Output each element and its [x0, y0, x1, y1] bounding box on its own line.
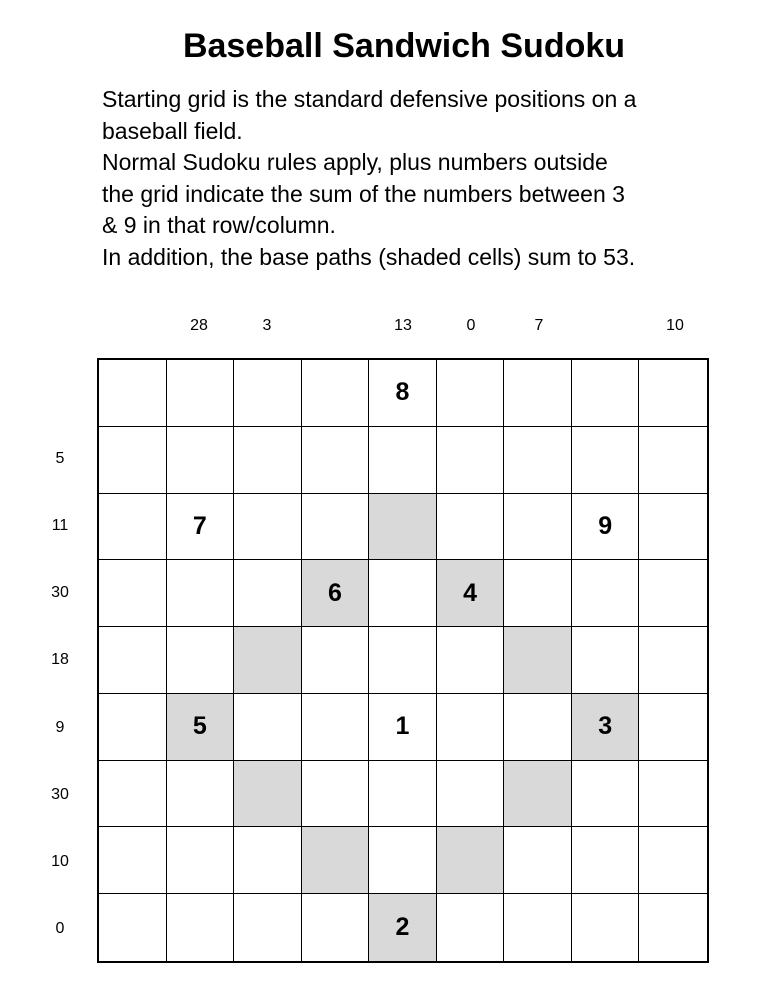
grid-cell-r8c8[interactable] [572, 827, 640, 894]
grid-cell-r8c6[interactable] [437, 827, 505, 894]
grid-cell-r3c4[interactable] [302, 494, 370, 561]
column-clue-5: 13 [394, 317, 412, 334]
grid-cell-r4c6[interactable]: 4 [437, 560, 505, 627]
grid-cell-r6c9[interactable] [639, 694, 707, 761]
grid-cell-r8c4[interactable] [302, 827, 370, 894]
puzzle-title: Baseball Sandwich Sudoku [182, 27, 626, 65]
grid-cell-r8c2[interactable] [167, 827, 235, 894]
column-clue-8 [573, 314, 641, 338]
column-clue-4 [301, 314, 369, 338]
grid-cell-r2c3[interactable] [234, 427, 302, 494]
row-clue-5: 18 [51, 651, 69, 669]
grid-cell-r7c3[interactable] [234, 761, 302, 828]
rule-line: & 9 in that row/column. [102, 212, 336, 239]
grid-cell-r4c4[interactable]: 6 [302, 560, 370, 627]
column-clues [97, 314, 709, 338]
grid-cell-r8c9[interactable] [639, 827, 707, 894]
grid-cell-r2c5[interactable] [369, 427, 437, 494]
row-clue-6: 9 [55, 718, 65, 736]
column-clue-3: 3 [262, 317, 272, 334]
grid-cell-r4c9[interactable] [639, 560, 707, 627]
grid-cell-r1c9[interactable] [639, 360, 707, 427]
grid-cell-r9c3[interactable] [234, 894, 302, 961]
grid-cell-r5c7[interactable] [504, 627, 572, 694]
grid-cell-r4c2[interactable] [167, 560, 235, 627]
grid-cell-r8c5[interactable] [369, 827, 437, 894]
puzzle-rules [102, 84, 742, 274]
rule-line: Normal Sudoku rules apply, plus numbers outside [102, 149, 608, 176]
grid-cell-r7c5[interactable] [369, 761, 437, 828]
grid-cell-r1c5[interactable]: 8 [369, 360, 437, 427]
grid-cell-r5c2[interactable] [167, 627, 235, 694]
grid-cell-r5c8[interactable] [572, 627, 640, 694]
grid-cell-r2c2[interactable] [167, 427, 235, 494]
rule-line: In addition, the base paths (shaded cells) sum to 53. [102, 243, 636, 270]
grid-cell-r5c9[interactable] [639, 627, 707, 694]
sudoku-grid [97, 358, 709, 963]
grid-cell-r4c1[interactable] [99, 560, 167, 627]
grid-cell-r2c4[interactable] [302, 427, 370, 494]
grid-cell-r8c3[interactable] [234, 827, 302, 894]
grid-cell-r9c9[interactable] [639, 894, 707, 961]
grid-cell-r5c5[interactable] [369, 627, 437, 694]
grid-cell-r9c7[interactable] [504, 894, 572, 961]
row-clue-9: 0 [55, 920, 65, 938]
grid-cell-r2c6[interactable] [437, 427, 505, 494]
grid-cell-r9c1[interactable] [99, 894, 167, 961]
grid-cell-r9c6[interactable] [437, 894, 505, 961]
grid-cell-r7c8[interactable] [572, 761, 640, 828]
grid-cell-r6c7[interactable] [504, 694, 572, 761]
rule-line: the grid indicate the sum of the numbers between 3 [102, 180, 625, 207]
grid-cell-r3c9[interactable] [639, 494, 707, 561]
grid-cell-r6c2[interactable]: 5 [167, 694, 235, 761]
column-clue-1 [97, 314, 165, 338]
rule-line: Starting grid is the standard defensive positions on a [102, 86, 637, 112]
grid-cell-r4c5[interactable] [369, 560, 437, 627]
grid-cell-r3c8[interactable]: 9 [572, 494, 640, 561]
grid-cell-r4c8[interactable] [572, 560, 640, 627]
grid-cell-r7c4[interactable] [302, 761, 370, 828]
grid-cell-r1c8[interactable] [572, 360, 640, 427]
grid-cell-r3c6[interactable] [437, 494, 505, 561]
grid-cell-r3c2[interactable]: 7 [167, 494, 235, 561]
grid-cell-r2c1[interactable] [99, 427, 167, 494]
column-clue-7: 7 [534, 317, 544, 334]
grid-cell-r1c6[interactable] [437, 360, 505, 427]
grid-cell-r6c8[interactable]: 3 [572, 694, 640, 761]
grid-cell-r9c8[interactable] [572, 894, 640, 961]
rule-line: baseball field. [102, 117, 243, 144]
grid-cell-r6c3[interactable] [234, 694, 302, 761]
grid-cell-r3c1[interactable] [99, 494, 167, 561]
grid-cell-r4c7[interactable] [504, 560, 572, 627]
grid-cell-r5c1[interactable] [99, 627, 167, 694]
grid-cell-r2c8[interactable] [572, 427, 640, 494]
grid-cell-r7c7[interactable] [504, 761, 572, 828]
column-clue-9: 10 [666, 317, 684, 334]
grid-cell-r3c5[interactable] [369, 494, 437, 561]
grid-cell-r1c4[interactable] [302, 360, 370, 427]
row-clues [28, 358, 92, 963]
grid-cell-r9c4[interactable] [302, 894, 370, 961]
grid-cell-r5c4[interactable] [302, 627, 370, 694]
grid-cell-r7c2[interactable] [167, 761, 235, 828]
grid-cell-r2c9[interactable] [639, 427, 707, 494]
column-clue-2: 28 [190, 317, 208, 334]
row-clue-7: 30 [51, 785, 69, 803]
grid-cell-r9c2[interactable] [167, 894, 235, 961]
grid-cell-r6c4[interactable] [302, 694, 370, 761]
row-clue-4: 30 [51, 584, 69, 602]
grid-cell-r5c3[interactable] [234, 627, 302, 694]
grid-cell-r1c2[interactable] [167, 360, 235, 427]
grid-cell-r6c6[interactable] [437, 694, 505, 761]
grid-cell-r2c7[interactable] [504, 427, 572, 494]
grid-cell-r6c1[interactable] [99, 694, 167, 761]
column-clue-6: 0 [466, 317, 476, 334]
grid-cell-r7c1[interactable] [99, 761, 167, 828]
grid-cell-r5c6[interactable] [437, 627, 505, 694]
row-clue-8: 10 [51, 852, 69, 870]
row-clue-1 [28, 358, 92, 425]
grid-cell-r1c1[interactable] [99, 360, 167, 427]
grid-cell-r6c5[interactable]: 1 [369, 694, 437, 761]
row-clue-2: 5 [55, 449, 65, 467]
grid-cell-r4c3[interactable] [234, 560, 302, 627]
grid-cell-r7c6[interactable] [437, 761, 505, 828]
row-clue-3: 11 [51, 516, 69, 534]
grid-cell-r8c1[interactable] [99, 827, 167, 894]
grid-cell-r8c7[interactable] [504, 827, 572, 894]
grid-cell-r7c9[interactable] [639, 761, 707, 828]
grid-cell-r3c7[interactable] [504, 494, 572, 561]
grid-cell-r1c7[interactable] [504, 360, 572, 427]
grid-cell-r3c3[interactable] [234, 494, 302, 561]
grid-cell-r9c5[interactable]: 2 [369, 894, 437, 961]
grid-cell-r1c3[interactable] [234, 360, 302, 427]
